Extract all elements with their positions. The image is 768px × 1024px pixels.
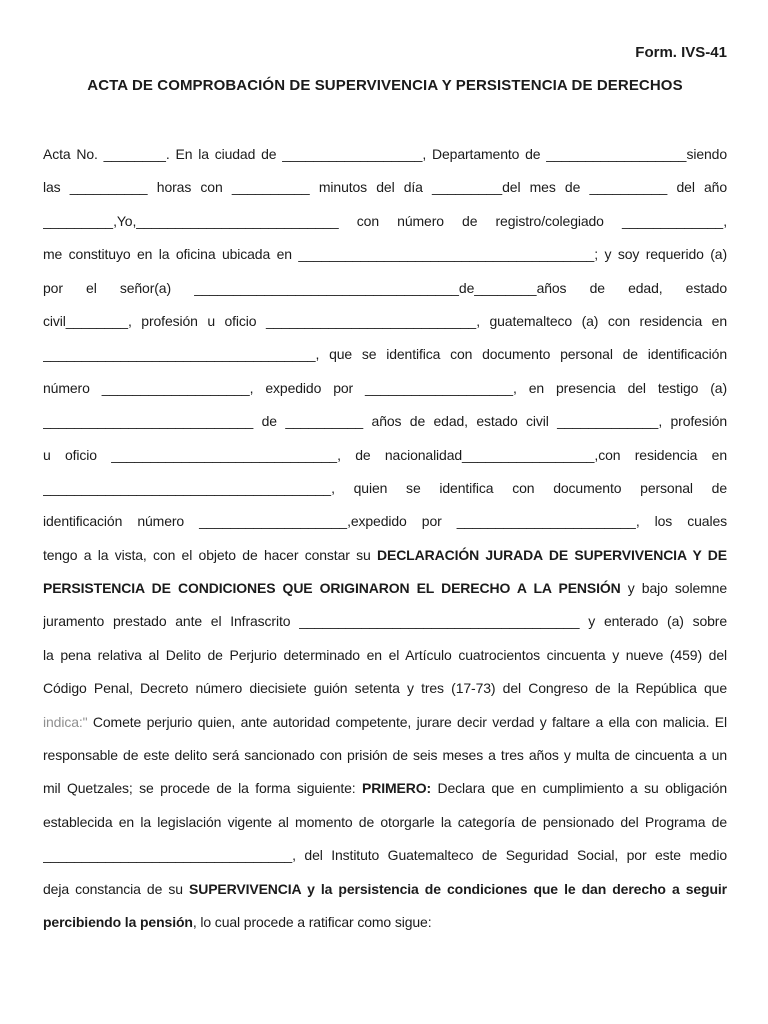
- blank-field: __________: [231, 179, 310, 196]
- form-line-4: [43, 238, 727, 271]
- text: . En la ciudad de: [165, 146, 283, 162]
- blank-field: ___________________: [365, 379, 513, 396]
- text: u oficio: [43, 446, 112, 463]
- text: horas con: [147, 179, 232, 196]
- form-line-5: [43, 272, 727, 305]
- form-line-13: [43, 539, 727, 572]
- blank-field: _________________: [462, 446, 595, 463]
- blank-field: _____________: [557, 413, 659, 430]
- text: civil: [43, 312, 66, 329]
- blank-field: __________: [589, 179, 668, 196]
- text: número: [43, 379, 102, 396]
- blank-field: _________: [432, 179, 503, 196]
- text: de: [458, 279, 475, 296]
- text: , quien se identifica con documento personal de: [331, 479, 727, 496]
- form-line-10: [43, 439, 727, 472]
- text: deja constancia de su: [43, 880, 189, 897]
- form-line-18: [43, 706, 727, 739]
- form-line-24: [43, 906, 727, 939]
- form-line-23: [43, 873, 727, 906]
- text: , expedido por: [249, 379, 366, 396]
- blank-field: __________________________: [136, 212, 339, 229]
- document-title: ACTA DE COMPROBACIÓN DE SUPERVIVENCIA Y PERSISTENCIA DE DERECHOS: [87, 77, 683, 94]
- bold-text: percibiendo la pensión: [43, 913, 193, 930]
- text: , los cuales: [635, 513, 727, 530]
- text: , profesión: [658, 413, 727, 430]
- text: minutos del día: [309, 179, 433, 196]
- blank-field: ______________________________________: [298, 246, 595, 263]
- text: indica:": [43, 713, 88, 730]
- blank-field: ________: [103, 146, 166, 162]
- text: ,Yo,: [113, 212, 137, 229]
- text: años de edad, estado: [536, 279, 727, 296]
- blank-field: _____________________________: [111, 446, 338, 463]
- text: por el señor(a): [43, 279, 195, 296]
- form-line-20: [43, 772, 727, 805]
- blank-field: ____________________________________: [299, 613, 580, 630]
- text: Comete perjurio quien, ante autoridad competente, jurare decir verdad y faltare a ella con malicia. El: [87, 713, 727, 730]
- form-line-14: [43, 572, 727, 605]
- text: Declara que en cumplimiento a su obligación: [431, 780, 727, 797]
- text: Acta No.: [43, 146, 104, 162]
- form-line-9: [43, 405, 727, 438]
- text: juramento prestado ante el Infrascrito: [43, 613, 300, 630]
- text: y enterado (a) sobre: [579, 613, 727, 630]
- document-body: [43, 138, 727, 939]
- text: establecida en la legislación vigente al momento de otorgarle la categoría de pensionado del Programa de: [43, 813, 727, 830]
- form-line-8: [43, 372, 727, 405]
- text: identificación número: [43, 513, 200, 530]
- text: responsable de este delito será sancionado con prisión de seis meses a tres años y multa de cincuenta a un: [43, 747, 727, 764]
- text: y bajo solemne: [620, 580, 727, 597]
- form-line-1: [43, 138, 727, 171]
- blank-field: ___________________________: [43, 413, 254, 430]
- blank-field: ___________________: [199, 513, 348, 530]
- form-line-3: [43, 205, 727, 238]
- text: mil Quetzales; se procede de la forma siguiente:: [43, 780, 363, 797]
- text: las: [43, 179, 70, 196]
- blank-field: ___________________________: [265, 312, 477, 329]
- blank-field: __________: [69, 179, 148, 196]
- form-line-19: [43, 739, 727, 772]
- text: ,expedido por: [347, 513, 457, 530]
- form-line-7: [43, 338, 727, 371]
- text: ,con residencia en: [594, 446, 727, 463]
- text: del mes de: [502, 179, 590, 196]
- form-line-21: [43, 806, 727, 839]
- text: , en presencia del testigo (a): [512, 379, 727, 396]
- blank-field: __________________________________: [194, 279, 459, 296]
- form-line-22: [43, 839, 727, 872]
- text: ; y soy requerido (a): [594, 246, 727, 263]
- text: tengo a la vista, con el objeto de hacer constar su: [43, 546, 377, 563]
- bold-text: DECLARACIÓN JURADA DE SUPERVIVENCIA Y DE: [376, 546, 727, 563]
- text: , lo cual procede a ratificar como sigue:: [192, 913, 432, 930]
- text: de: [253, 413, 286, 430]
- text: del año: [667, 179, 727, 196]
- blank-field: ________: [474, 279, 537, 296]
- blank-field: ___________________: [101, 379, 250, 396]
- text: siendo: [686, 146, 727, 162]
- text: , del Instituto Guatemalteco de Seguridad Social, por este medio: [292, 847, 727, 864]
- text: me constituyo en la oficina ubicada en: [43, 246, 299, 263]
- blank-field: __________________: [282, 146, 423, 162]
- bold-text: SUPERVIVENCIA y la persistencia de condiciones que le dan derecho a seguir: [189, 880, 727, 897]
- text: con número de registro/colegiado: [338, 212, 622, 229]
- form-line-12: [43, 505, 727, 538]
- blank-field: ________________________________: [43, 847, 293, 864]
- text: años de edad, estado civil: [363, 413, 558, 430]
- text: , profesión u oficio: [128, 312, 266, 329]
- blank-field: __________________: [546, 146, 687, 162]
- blank-field: __________: [285, 413, 364, 430]
- blank-field: ___________________________________: [43, 346, 316, 363]
- form-line-11: [43, 472, 727, 505]
- text: , de nacionalidad: [337, 446, 463, 463]
- text: , guatemalteco (a) con residencia en: [476, 312, 727, 329]
- text: ,: [723, 212, 727, 229]
- form-line-15: [43, 605, 727, 638]
- blank-field: _____________________________________: [43, 479, 332, 496]
- bold-text: PERSISTENCIA DE CONDICIONES QUE ORIGINARON EL DERECHO A LA PENSIÓN: [43, 580, 621, 597]
- blank-field: _____________: [621, 212, 724, 229]
- form-number: Form. IVS-41: [635, 44, 727, 61]
- form-line-2: [43, 171, 727, 204]
- text: , que se identifica con documento personal de identificación: [315, 346, 727, 363]
- text: Código Penal, Decreto número diecisiete guión setenta y tres (17-73) del Congreso de la República que: [43, 680, 727, 697]
- blank-field: _________: [43, 212, 114, 229]
- form-line-17: [43, 672, 727, 705]
- text: la pena relativa al Delito de Perjurio determinado en el Artículo cuatrocientos cincuenta y nueve (459) del: [43, 646, 727, 663]
- text: , Departamento de: [422, 146, 547, 162]
- bold-text: PRIMERO:: [362, 780, 432, 797]
- form-line-16: [43, 639, 727, 672]
- blank-field: _______________________: [456, 513, 636, 530]
- form-line-6: [43, 305, 727, 338]
- blank-field: ________: [65, 312, 129, 329]
